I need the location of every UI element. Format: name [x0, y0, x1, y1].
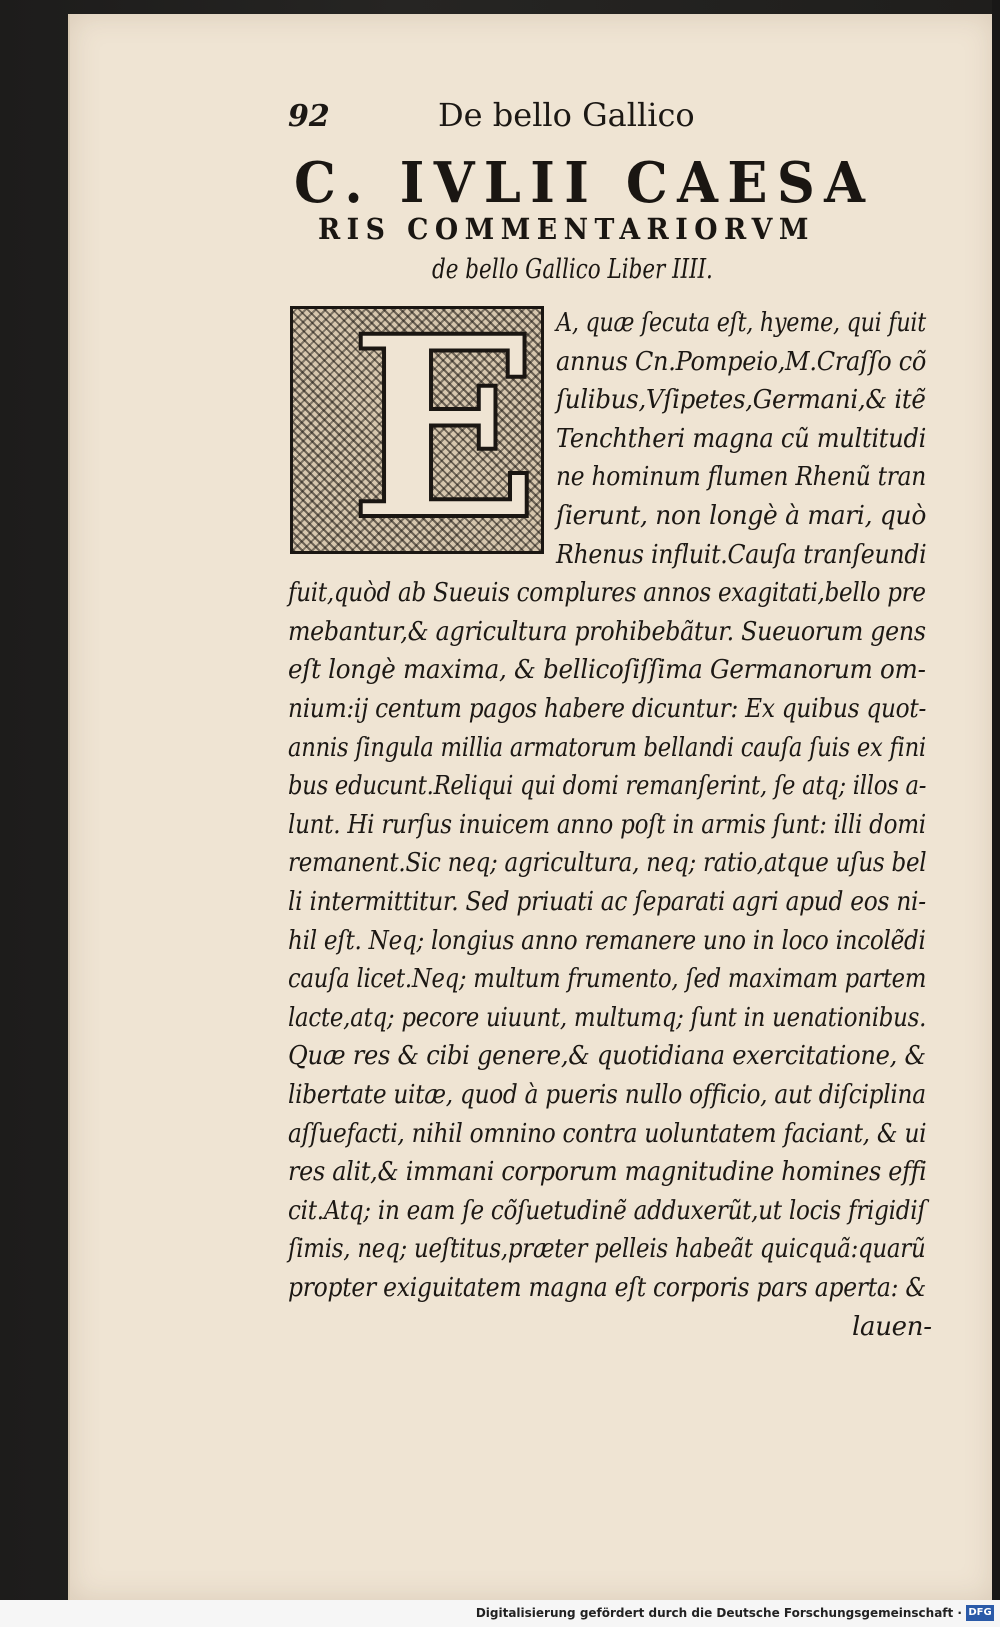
text-line: ſulibus,Vſipetes,Germani,& itẽ	[556, 385, 926, 416]
text-line: li intermittitur. Sed priuati ac ſeparati agri apud eos ni-	[288, 887, 926, 917]
running-title: De bello Gallico	[438, 96, 695, 134]
text-line: lacte,atq; pecore uiuunt, multumq; ſunt in uenationibus.	[288, 1002, 927, 1033]
text-line: mebantur,& agricultura prohibebãtur. Sueuorum gens	[288, 616, 926, 647]
text-line: propter exiguitatem magna eſt corporis pars aperta: &	[288, 1273, 927, 1303]
text-line: Tenchtheri magna cũ multitudi	[556, 423, 927, 454]
text-line: eſt longè maxima, & bellicoſiſſima Germanorum om-	[288, 655, 926, 686]
dfg-logo: DFG	[966, 1605, 994, 1621]
digitization-footer	[0, 1600, 1000, 1627]
text-line: res alit,& immani corporum magnitudine homines effi	[288, 1157, 927, 1188]
text-line: ſimis, neq; ueſtitus,præter pelleis habeãt quicquã:quarũ	[288, 1234, 926, 1265]
text-line: lauen-	[852, 1311, 932, 1342]
text-line: libertate uitæ, quod à pueris nullo officio, aut diſciplina	[288, 1080, 926, 1110]
text-line: annus Cn.Pompeio,M.Craſſo cõ	[556, 346, 927, 377]
text-line: cit.Atq; in eam ſe cõſuetudinẽ adduxerũt,ut locis frigidiſ	[288, 1195, 926, 1226]
text-line: aſſuefacti, nihil omnino contra uoluntatem faciant, & ui	[288, 1118, 927, 1149]
text-line: ne hominum flumen Rhenũ tran	[556, 462, 927, 493]
text-line: hil eſt. Neq; longius anno remanere uno in loco incolẽdi	[288, 925, 926, 956]
text-line: lunt. Hi rurſus inuicem anno poſt in armis ſunt: illi domi	[288, 809, 926, 840]
running-head	[288, 96, 928, 144]
text-line: cauſa licet.Neq; multum frumento, ſed maximam partem	[288, 964, 927, 995]
page-edge	[992, 0, 1000, 1600]
decorated-initial	[290, 306, 544, 554]
funding-credit: Digitalisierung gefördert durch die Deutsche Forschungsgemeinschaft ·	[475, 1606, 962, 1620]
book-title-line-1: C. IVLII CAESA	[294, 150, 875, 216]
page-number: 92	[288, 99, 330, 134]
book-page	[68, 14, 994, 1600]
text-line: annis ſingula millia armatorum bellandi cauſa ſuis ex fini	[288, 732, 926, 763]
book-title-line-3: de bello Gallico Liber IIII.	[432, 254, 713, 285]
text-line: ſierunt, non longè à mari, quò	[556, 501, 927, 531]
text-line: Rhenus influit.Cauſa tranſeundi	[556, 539, 927, 570]
initial-letter: E	[349, 306, 540, 554]
text-line: fuit,quòd ab Sueuis complures annos exagitati,bello pre	[288, 578, 926, 609]
book-title-line-2: RIS COMMENTARIORVM	[318, 212, 815, 246]
text-line: Quæ res & cibi genere,& quotidiana exercitatione, &	[288, 1041, 926, 1072]
text-line: remanent.Sic neq; agricultura, neq; ratio,atque uſus bel	[288, 848, 927, 879]
text-line: bus educunt.Reliqui qui domi remanſerint, ſe atq; illos a-	[288, 771, 927, 802]
text-line: nium:ij centum pagos habere dicuntur: Ex quibus quot-	[288, 694, 927, 724]
text-line: A, quæ ſecuta eſt, hyeme, qui fuit	[556, 308, 926, 338]
